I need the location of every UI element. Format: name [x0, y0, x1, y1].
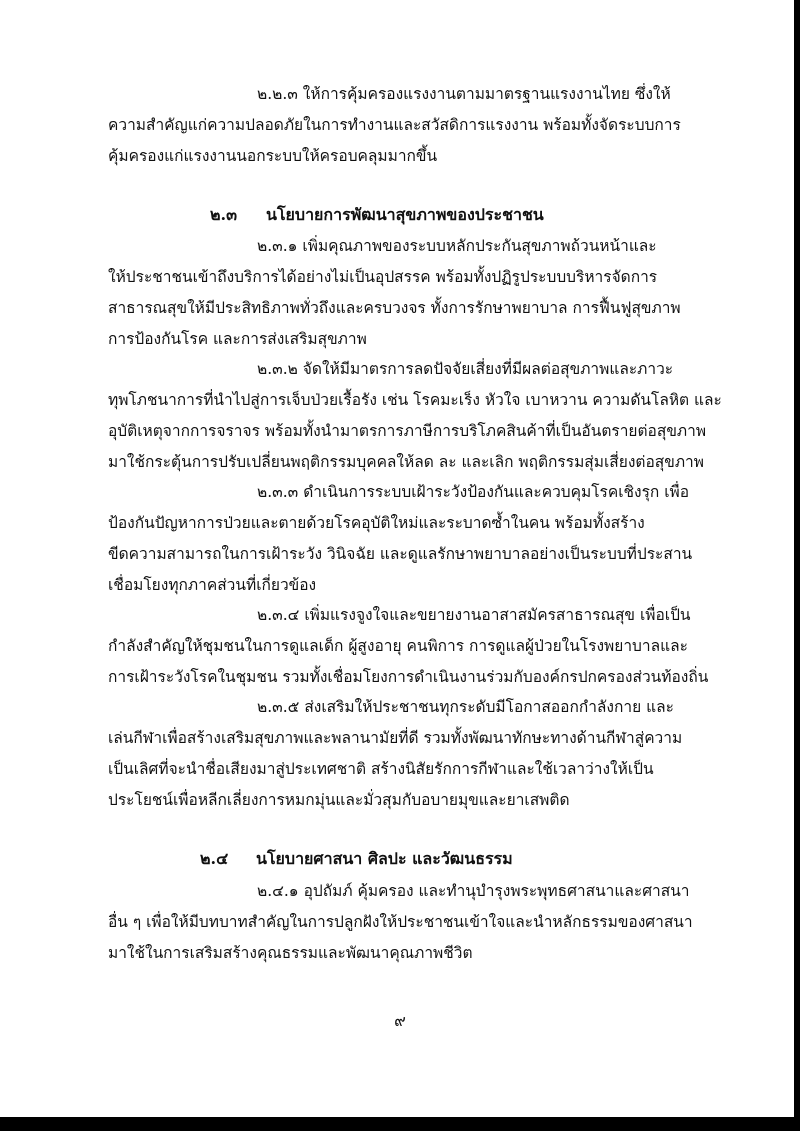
section-number-2-4: ๒.๔	[200, 849, 229, 868]
paragraph-2-2-3-line-3: คุ้มครองแก่แรงงานนอกระบบให้ครอบคลุมมากขึ้น	[108, 147, 438, 165]
paragraph-2-3-2-line-3: อุบัติเหตุจากการจราจร พร้อมทั้งนำมาตรการภาษีการบริโภคสินค้าที่เป็นอันตรายต่อสุขภาพ	[108, 422, 707, 440]
paragraph-2-3-1-line-2: ให้ประชาชนเข้าถึงบริการได้อย่างไม่เป็นอุปสรรค พร้อมทั้งปฏิรูประบบบริหารจัดการ	[108, 268, 658, 286]
paragraph-2-3-1-line-4: การป้องกันโรค และการส่งเสริมสุขภาพ	[108, 330, 367, 348]
paragraph-2-3-3-line-1: ๒.๓.๓ ดำเนินการระบบเฝ้าระวังป้องกันและควบคุมโรคเชิงรุก เพื่อ	[257, 483, 690, 501]
paragraph-2-4-1-line-1: ๒.๔.๑ อุปถัมภ์ คุ้มครอง และทำนุบำรุงพระพุทธศาสนาและศาสนา	[257, 882, 690, 900]
paragraph-2-3-5-line-1: ๒.๓.๕ ส่งเสริมให้ประชาชนทุกระดับมีโอกาสออกกำลังกาย และ	[257, 698, 674, 716]
paragraph-2-3-4-line-1: ๒.๓.๔ เพิ่มแรงจูงใจและขยายงานอาสาสมัครสาธารณสุข เพื่อเป็น	[257, 606, 691, 624]
paragraph-2-3-1-line-1: ๒.๓.๑ เพิ่มคุณภาพของระบบหลักประกันสุขภาพถ้วนหน้าและ	[257, 237, 657, 255]
paragraph-2-4-1-line-2: อื่น ๆ เพื่อให้มีบทบาทสำคัญในการปลูกฝังให้ประชาชนเข้าใจและนำหลักธรรมของศาสนา	[108, 913, 693, 931]
paragraph-2-3-4-line-2: กำลังสำคัญให้ชุมชนในการดูแลเด็ก ผู้สูงอายุ คนพิการ การดูแลผู้ป่วยในโรงพยาบาลและ	[108, 637, 688, 655]
paragraph-2-2-3-line-1: ๒.๒.๓ ให้การคุ้มครองแรงงานตามมาตรฐานแรงงานไทย ซึ่งให้	[257, 85, 671, 103]
section-title-2-3: นโยบายการพัฒนาสุขภาพของประชาชน	[266, 205, 544, 224]
section-title-2-4: นโยบายศาสนา ศิลปะ และวัฒนธรรม	[256, 849, 513, 868]
section-heading-2-4	[200, 848, 513, 870]
paragraph-2-3-3-line-4: เชื่อมโยงทุกภาคส่วนที่เกี่ยวข้อง	[108, 576, 317, 594]
paragraph-2-3-2-line-2: ทุพโภชนาการที่นำไปสู่การเจ็บป่วยเรื้อรัง เช่น โรคมะเร็ง หัวใจ เบาหวาน ความดันโลหิต และ	[108, 391, 722, 409]
paragraph-2-3-2-line-4: มาใช้กระตุ้นการปรับเปลี่ยนพฤติกรรมบุคคลให้ลด ละ และเลิก พฤติกรรมสุ่มเสี่ยงต่อสุขภาพ	[108, 453, 704, 471]
page-number: ๙	[394, 1011, 406, 1030]
paragraph-2-3-4-line-3: การเฝ้าระวังโรคในชุมชน รวมทั้งเชื่อมโยงการดำเนินงานร่วมกับองค์กรปกครองส่วนท้องถิ่น	[108, 668, 709, 686]
paragraph-2-3-5-line-3: เป็นเลิศที่จะนำชื่อเสียงมาสู่ประเทศชาติ สร้างนิสัยรักการกีฬาและใช้เวลาว่างให้เป็น	[108, 760, 654, 778]
section-heading-2-3	[210, 204, 544, 226]
paragraph-2-3-2-line-1: ๒.๓.๒ จัดให้มีมาตรการลดปัจจัยเสี่ยงที่มีผลต่อสุขภาพและภาวะ	[257, 360, 674, 378]
paragraph-2-4-1-line-3: มาใช้ในการเสริมสร้างคุณธรรมและพัฒนาคุณภาพชีวิต	[108, 944, 473, 962]
paragraph-2-3-3-line-3: ขีดความสามารถในการเฝ้าระวัง วินิจฉัย และดูแลรักษาพยาบาลอย่างเป็นระบบที่ประสาน	[108, 545, 693, 563]
section-number-2-3: ๒.๓	[210, 205, 238, 224]
scan-border-bottom	[0, 1117, 800, 1131]
scan-border-right	[794, 0, 800, 1131]
paragraph-2-2-3-line-2: ความสำคัญแก่ความปลอดภัยในการทำงานและสวัสดิการแรงงาน พร้อมทั้งจัดระบบการ	[108, 116, 681, 134]
paragraph-2-3-5-line-2: เล่นกีฬาเพื่อสร้างเสริมสุขภาพและพลานามัยที่ดี รวมทั้งพัฒนาทักษะทางด้านกีฬาสู่ความ	[108, 729, 683, 747]
paragraph-2-3-3-line-2: ป้องกันปัญหาการป่วยและตายด้วยโรคอุบัติใหม่และระบาดซ้ำในคน พร้อมทั้งสร้าง	[108, 514, 645, 532]
paragraph-2-3-1-line-3: สาธารณสุขให้มีประสิทธิภาพทั่วถึงและครบวงจร ทั้งการรักษาพยาบาล การฟื้นฟูสุขภาพ	[108, 299, 681, 317]
paragraph-2-3-5-line-4: ประโยชน์เพื่อหลีกเลี่ยงการหมกมุ่นและมั่วสุมกับอบายมุขและยาเสพติด	[108, 791, 570, 809]
